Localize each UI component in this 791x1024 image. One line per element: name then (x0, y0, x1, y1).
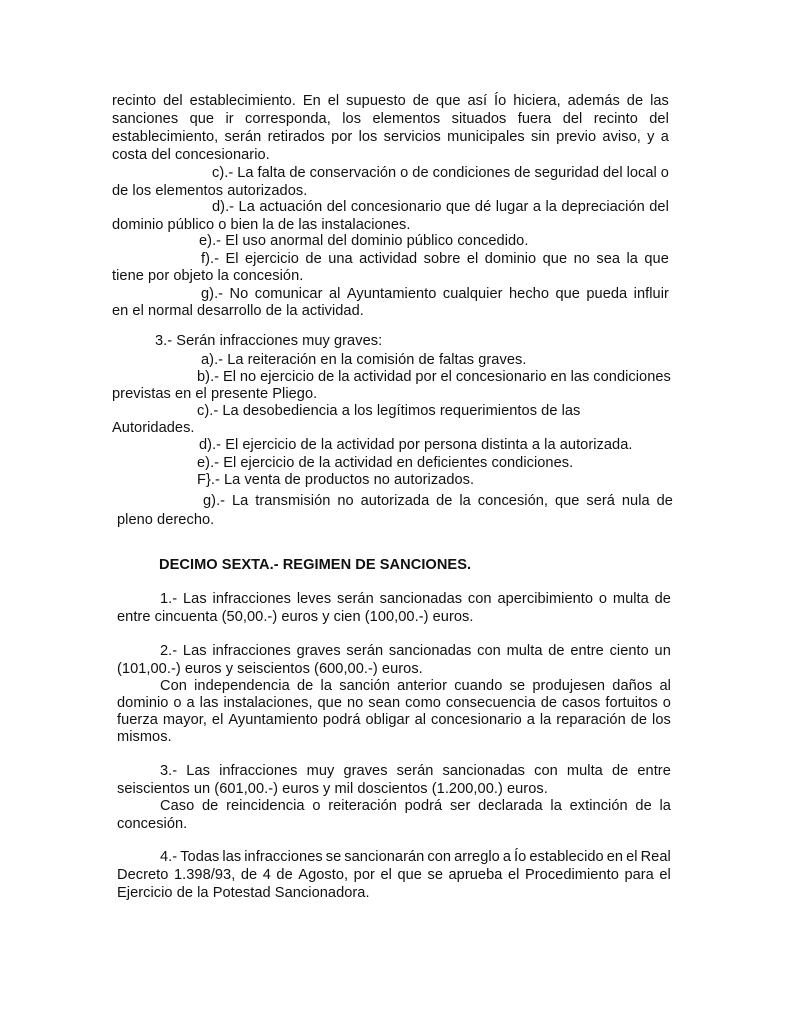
text-line: recinto del establecimiento. En el supuesto de que así Ío hiciera, además de las (112, 93, 669, 109)
list-item-continuation: pleno derecho. (117, 512, 215, 528)
list-item: e).- El uso anormal del dominio público concedido. (199, 233, 529, 249)
text-line: concesión. (117, 816, 188, 832)
list-item-continuation: Autoridades. (112, 420, 195, 436)
list-item: c).- La desobediencia a los legítimos requerimientos de las (197, 403, 581, 419)
text-line: 4.- Todas las infracciones se sancionarán con arreglo a Ío establecido en el Real (160, 849, 671, 865)
text-line: establecimiento, serán retirados por los servicios municipales sin previo aviso, y a (112, 129, 669, 145)
list-item-continuation: tiene por objeto la concesión. (112, 268, 304, 284)
list-item: a).- La reiteración en la comisión de faltas graves. (201, 352, 527, 368)
text-line: 2.- Las infracciones graves serán sancionadas con multa de entre ciento un (160, 643, 671, 659)
text-line: Ejercicio de la Potestad Sancionadora. (117, 885, 370, 901)
text-line: dominio o a las instalaciones, que no sean como consecuencia de casos fortuitos o (117, 695, 671, 711)
list-item: g).- No comunicar al Ayuntamiento cualquier hecho que pueda influir (201, 286, 669, 302)
text-line: seiscientos un (601,00.-) euros y mil doscientos (1.200,00.) euros. (117, 781, 548, 797)
list-item: F}.- La venta de productos no autorizados. (197, 472, 475, 488)
text-line: Con independencia de la sanción anterior cuando se produjesen daños al (160, 678, 671, 694)
list-item-continuation: dominio público o bien la de las instalaciones. (112, 217, 411, 233)
text-line: 3.- Las infracciones muy graves serán sancionadas con multa de entre (160, 763, 671, 779)
text-line: sanciones que ir corresponda, los elementos situados fuera del recinto del (112, 111, 669, 127)
list-item: c).- La falta de conservación o de condiciones de seguridad del local o (212, 165, 669, 181)
list-item: b).- El no ejercicio de la actividad por el concesionario en las condiciones (197, 369, 671, 385)
text-line: (101,00.-) euros y seiscientos (600,00.-) euros. (117, 661, 423, 677)
list-item: d).- La actuación del concesionario que dé lugar a la depreciación del (212, 199, 669, 215)
text-line: costa del concesionario. (112, 147, 270, 163)
text-line: Caso de reincidencia o reiteración podrá ser declarada la extinción de la (160, 798, 671, 814)
list-item-continuation: en el normal desarrollo de la actividad. (112, 303, 364, 319)
text-line: mismos. (117, 729, 172, 745)
text-line: fuerza mayor, el Ayuntamiento podrá obligar al concesionario a la reparación de los (117, 712, 671, 728)
list-item: e).- El ejercicio de la actividad en deficientes condiciones. (197, 455, 574, 471)
list-item-continuation: de los elementos autorizados. (112, 183, 308, 199)
list-item: f).- El ejercicio de una actividad sobre el dominio que no sea la que (201, 251, 669, 267)
list-item: g).- La transmisión no autorizada de la concesión, que será nula de (203, 493, 673, 509)
section-heading: DECIMO SEXTA.- REGIMEN DE SANCIONES. (159, 557, 472, 573)
text-line: entre cincuenta (50,00.-) euros y cien (100,00.-) euros. (117, 609, 474, 625)
list-item: d).- El ejercicio de la actividad por persona distinta a la autorizada. (199, 437, 633, 453)
subsection-heading: 3.- Serán infracciones muy graves: (155, 333, 383, 349)
text-line: 1.- Las infracciones leves serán sancionadas con apercibimiento o multa de (160, 591, 671, 607)
list-item-continuation: previstas en el presente Pliego. (112, 386, 318, 402)
text-line: Decreto 1.398/93, de 4 de Agosto, por el que se aprueba el Procedimiento para el (117, 867, 671, 883)
